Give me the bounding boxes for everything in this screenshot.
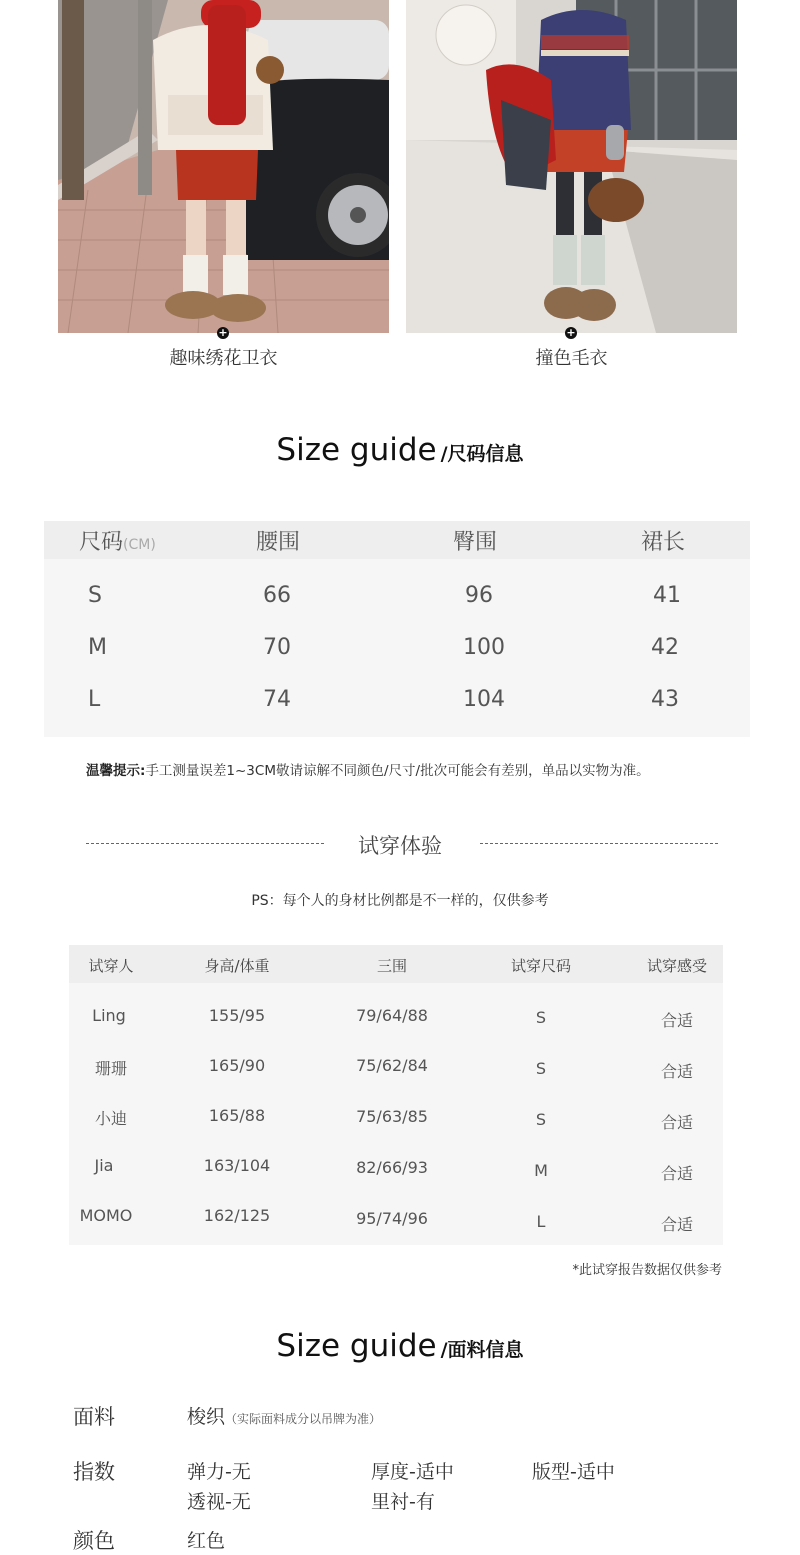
waist-cell: 66: [263, 583, 291, 608]
tip-label: 温馨提示:: [86, 763, 146, 779]
length-cell: 43: [651, 687, 679, 712]
waist-cell: 74: [263, 687, 291, 712]
fabric-value-row: [187, 1402, 381, 1429]
size-guide-subtitle: /尺码信息: [440, 443, 524, 465]
size-cell: M: [88, 635, 107, 660]
measurements-cell: 95/74/96: [356, 1209, 428, 1228]
fabric-note: （实际面料成分以吊牌为准）: [225, 1412, 382, 1426]
tryon-table-header: [69, 945, 723, 983]
length-cell: 41: [653, 583, 681, 608]
index-transparency: 透视-无: [187, 1491, 251, 1513]
tried-size-cell: S: [535, 1059, 547, 1078]
tester-cell: Jia: [94, 1156, 114, 1175]
header-measurements: 三围: [376, 957, 408, 975]
header-fit-feel: 试穿感受: [646, 957, 708, 975]
hip-cell: 104: [463, 687, 505, 712]
product-photo-colorblock-sweater: [406, 0, 737, 333]
measurements-cell: 75/62/84: [356, 1056, 428, 1075]
index-elasticity: 弹力-无: [187, 1461, 251, 1483]
header-tester: 试穿人: [88, 957, 134, 975]
header-size: 尺码(CM): [79, 530, 156, 555]
measurements-cell: 82/66/93: [356, 1158, 428, 1177]
tester-cell: 小迪: [94, 1109, 128, 1128]
hip-cell: 100: [463, 635, 505, 660]
height-weight-cell: 165/88: [208, 1106, 266, 1125]
size-cell: L: [88, 687, 101, 712]
tryon-title: 试穿体验: [358, 834, 442, 858]
hip-cell: 96: [465, 583, 493, 608]
index-lining: 里衬-有: [371, 1491, 435, 1513]
fit-feel-cell: 合适: [660, 1011, 694, 1030]
size-guide-heading: [0, 432, 800, 468]
measurement-tip: [86, 759, 650, 779]
tried-size-cell: M: [534, 1161, 548, 1180]
header-hip: 臀围: [453, 530, 498, 555]
tester-cell: 珊珊: [94, 1059, 128, 1078]
header-waist: 腰围: [256, 530, 301, 555]
size-cell: S: [88, 583, 102, 608]
index-label: 指数: [73, 1460, 115, 1484]
color-label: 颜色: [73, 1529, 115, 1553]
index-fit: 版型-适中: [532, 1461, 615, 1483]
add-icon[interactable]: +: [566, 326, 576, 339]
product-caption: 撞色毛衣: [535, 348, 608, 369]
header-length: 裙长: [641, 530, 686, 555]
add-icon[interactable]: +: [218, 326, 228, 339]
fit-feel-cell: 合适: [660, 1113, 694, 1132]
length-cell: 42: [651, 635, 679, 660]
tester-cell: Ling: [92, 1006, 126, 1025]
height-weight-cell: 162/125: [203, 1206, 271, 1225]
tryon-ps-note: PS：每个人的身材比例都是不一样的，仅供参考: [251, 893, 549, 909]
index-thickness: 厚度-适中: [371, 1461, 454, 1483]
tester-cell: MOMO: [79, 1206, 133, 1225]
size-table-header: [44, 521, 750, 559]
product-caption: 趣味绣花卫衣: [169, 348, 278, 369]
fabric-label: 面料: [73, 1405, 115, 1429]
header-tried-size: 试穿尺码: [510, 957, 572, 975]
product-photo-embroidered-sweatshirt: [58, 0, 389, 333]
waist-cell: 70: [263, 635, 291, 660]
tryon-table: [69, 945, 723, 1245]
height-weight-cell: 163/104: [203, 1156, 271, 1175]
header-height-weight: 身高/体重: [204, 957, 270, 975]
tried-size-cell: S: [535, 1008, 547, 1027]
tryon-disclaimer: *此试穿报告数据仅供参考: [572, 1263, 722, 1278]
measurements-cell: 75/63/85: [356, 1107, 428, 1126]
measurements-cell: 79/64/88: [356, 1006, 428, 1025]
fabric-guide-heading: [0, 1328, 800, 1364]
size-table: [44, 521, 750, 737]
unit-label: (CM): [123, 537, 156, 553]
fit-feel-cell: 合适: [660, 1062, 694, 1081]
size-guide-title: Size guide: [276, 432, 437, 468]
tried-size-cell: L: [536, 1212, 546, 1231]
fabric-value: 梭织: [187, 1406, 226, 1428]
height-weight-cell: 155/95: [208, 1006, 266, 1025]
fit-feel-cell: 合适: [660, 1215, 694, 1234]
color-value: 红色: [187, 1530, 226, 1552]
fabric-guide-title: Size guide: [276, 1328, 437, 1364]
fabric-guide-subtitle: /面料信息: [440, 1339, 524, 1361]
fit-feel-cell: 合适: [660, 1164, 694, 1183]
height-weight-cell: 165/90: [208, 1056, 266, 1075]
tip-text: 手工测量误差1~3CM敬请谅解不同颜色/尺寸/批次可能会有差别，单品以实物为准。: [145, 763, 650, 779]
tried-size-cell: S: [535, 1110, 547, 1129]
